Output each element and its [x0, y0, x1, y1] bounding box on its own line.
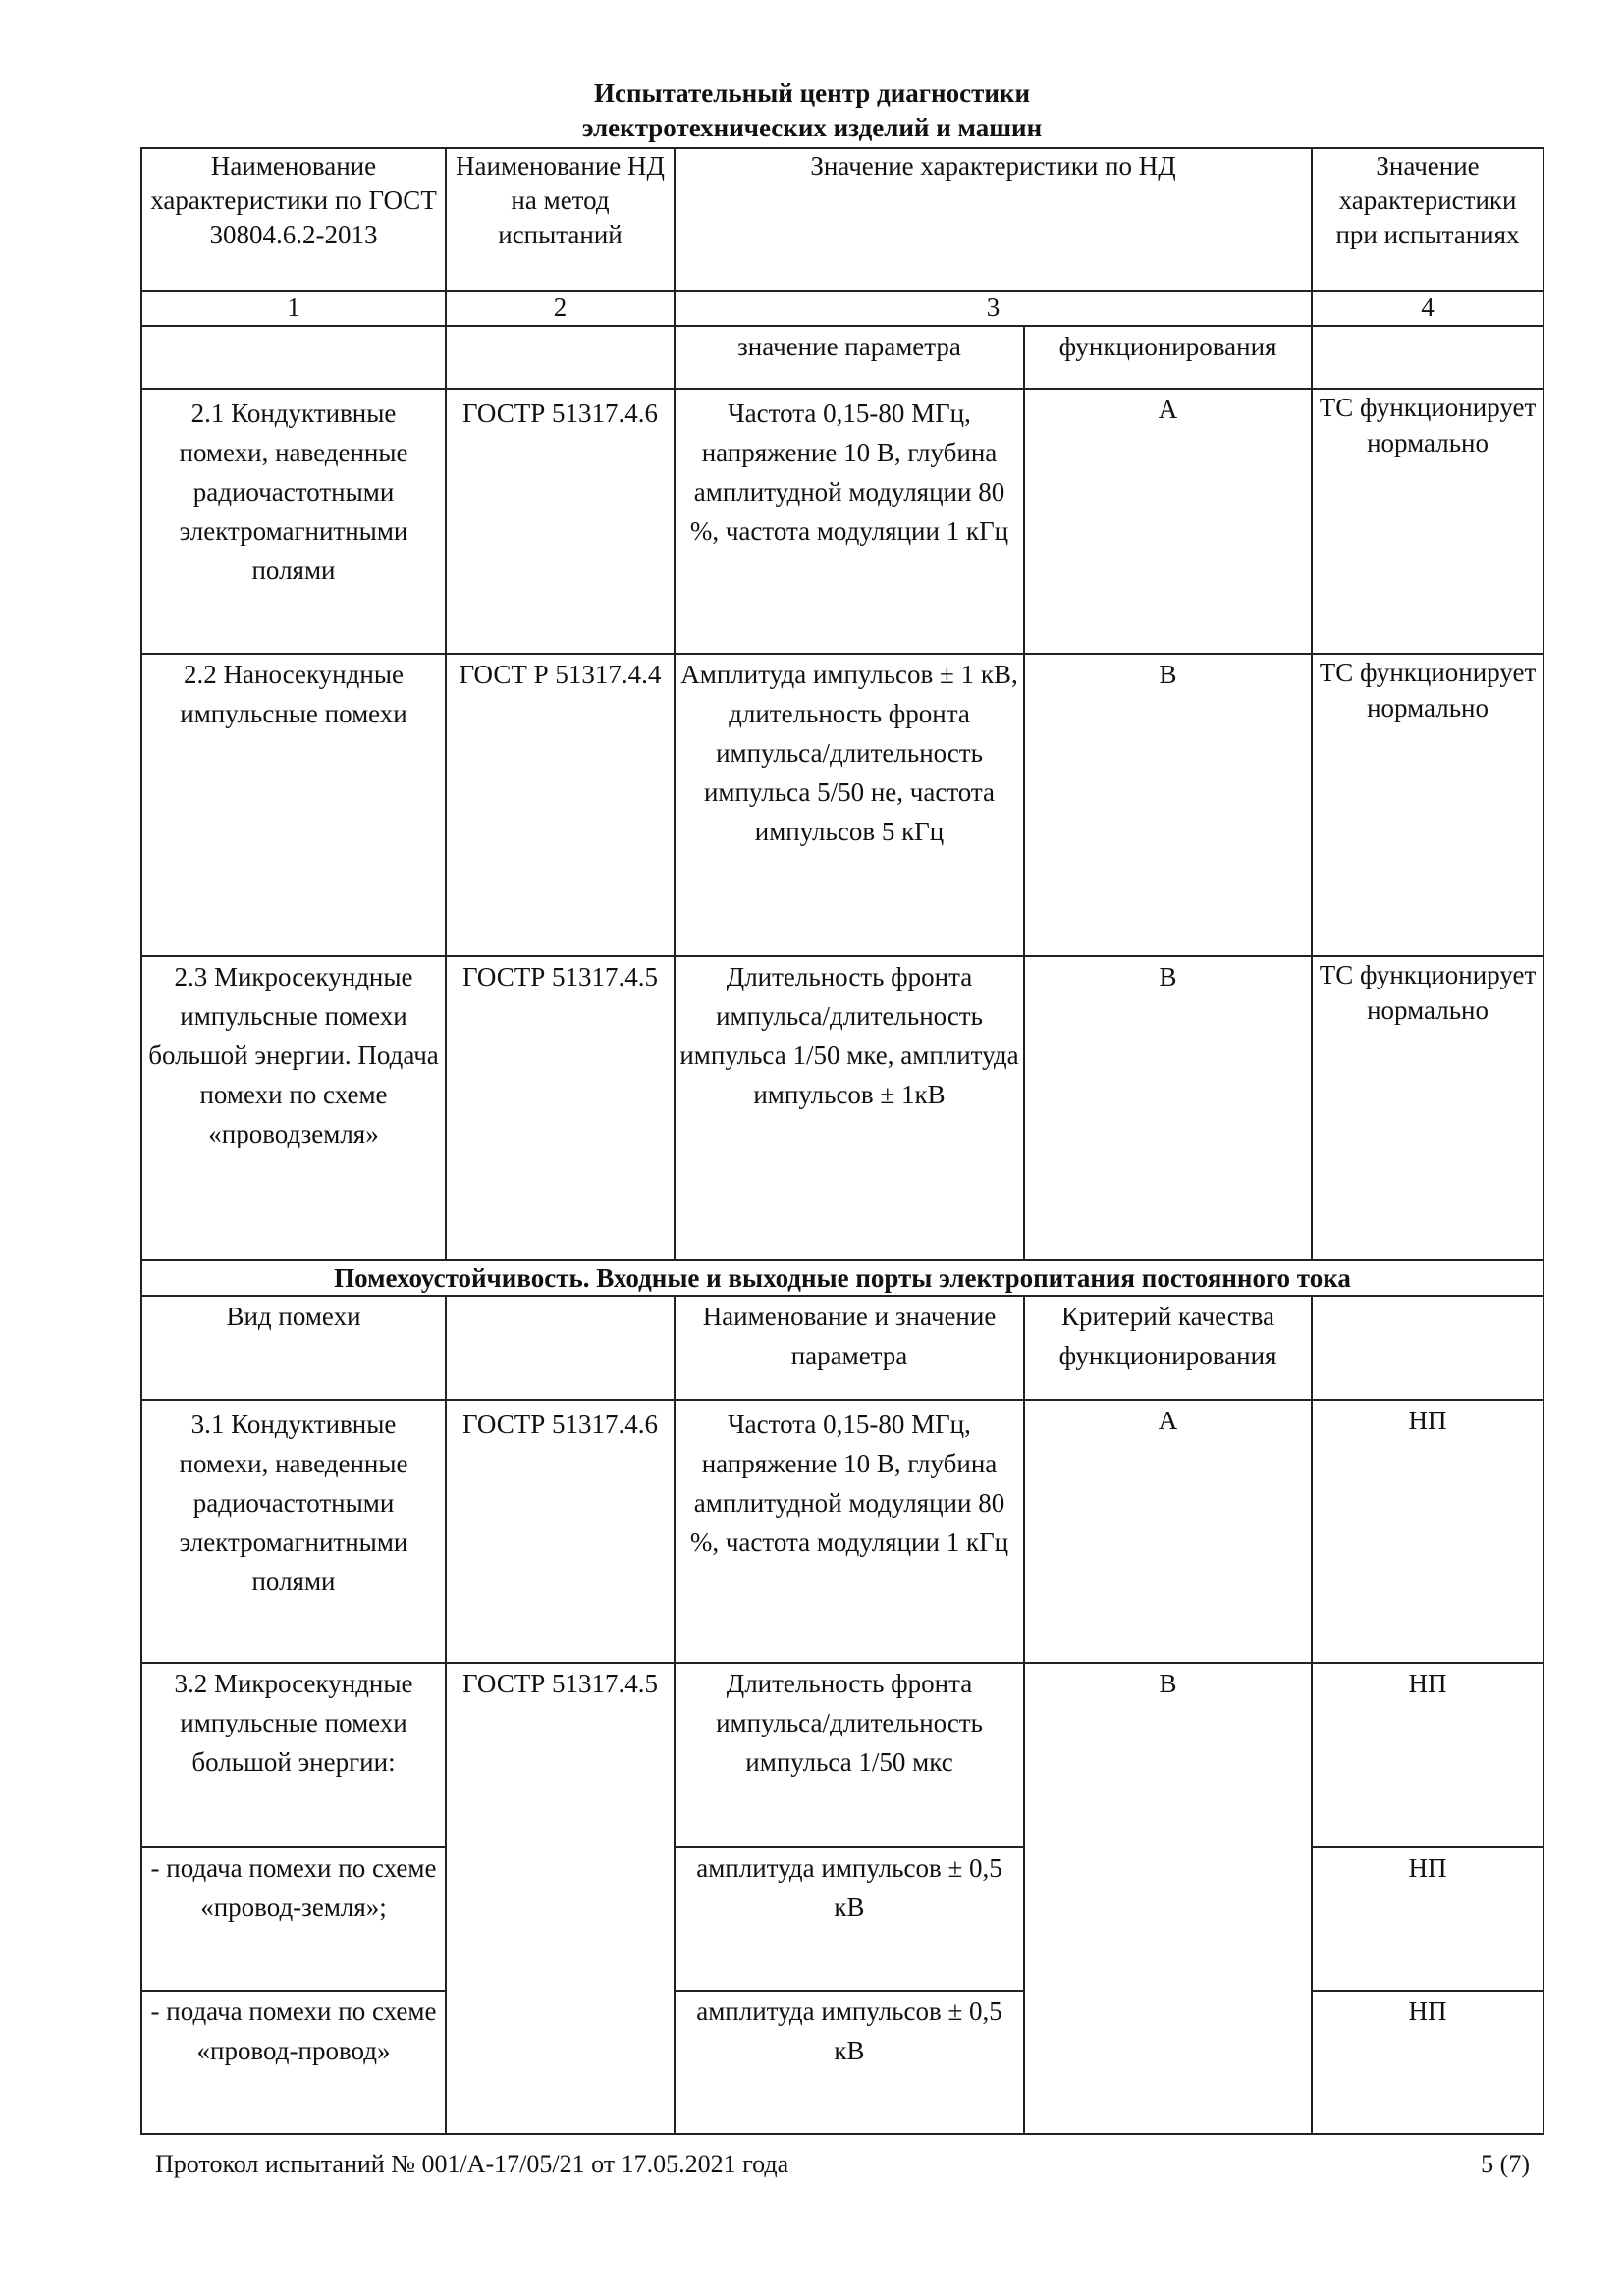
section-title: Помехоустойчивость. Входные и выходные порты электропитания постоянного тока	[141, 1260, 1543, 1296]
row-2-3-name: 2.3 Микросекундные импульсные помехи большой энергии. Подача помехи по схеме «проводземля»	[141, 956, 446, 1260]
table-row	[141, 1663, 1543, 1847]
page-footer	[155, 2148, 1530, 2181]
page-number: 5 (7)	[1481, 2150, 1530, 2178]
row-2-3-criterion: В	[1024, 956, 1312, 1260]
col-header-test-value: Значение характеристики при испытаниях	[1312, 148, 1543, 291]
row-3-2-name: 3.2 Микросекундные импульсные помехи большой энергии:	[141, 1663, 446, 1847]
section-header-kind: Вид помехи	[141, 1296, 446, 1400]
section-header-param: Наименование и значение параметра	[675, 1296, 1024, 1400]
title-line-1: Испытательный центр диагностики	[593, 79, 1031, 108]
row-2-2-name: 2.2 Наносекундные импульсные помехи	[141, 654, 446, 956]
col-number-2: 2	[446, 291, 675, 326]
row-2-1-criterion: А	[1024, 389, 1312, 654]
row-2-2-method: ГОСТ Р 51317.4.4	[446, 654, 675, 956]
table-row	[141, 654, 1543, 956]
row-2-1-result: ТС функционирует нормально	[1312, 389, 1543, 654]
section-title-row	[141, 1260, 1543, 1296]
row-2-3-param: Длительность фронта импульса/длительность импульса 1/50 мке, амплитуда импульсов ± 1кВ	[675, 956, 1024, 1260]
col-number-1: 1	[141, 291, 446, 326]
table-row	[141, 956, 1543, 1260]
table-row	[141, 389, 1543, 654]
row-3-1-result: НП	[1312, 1400, 1543, 1663]
row-3-1-name: 3.1 Кондуктивные помехи, наведенные радиочастотными электромагнитными полями	[141, 1400, 446, 1663]
table-row	[141, 1847, 1543, 1991]
subheader-empty-1	[141, 326, 446, 389]
row-3-2-result: НП	[1312, 1663, 1543, 1847]
col-header-method: Наименование НД на метод испытаний	[446, 148, 675, 291]
col-header-nd-value: Значение характеристики по НД	[675, 148, 1312, 291]
section-header-empty-4	[1312, 1296, 1543, 1400]
table-row	[141, 1400, 1543, 1663]
row-2-2-param: Амплитуда импульсов ± 1 кВ, длительность фронта импульса/длительность импульса 5/50 не, частота импульсов 5 кГц	[675, 654, 1024, 956]
row-2-3-result: ТС функционирует нормально	[1312, 956, 1543, 1260]
row-2-2-criterion: В	[1024, 654, 1312, 956]
row-3-2a-result: НП	[1312, 1847, 1543, 1991]
row-3-2b-result: НП	[1312, 1991, 1543, 2134]
row-3-1-method: ГОСТР 51317.4.6	[446, 1400, 675, 1663]
document-title	[0, 77, 1624, 145]
row-3-2b-param: амплитуда импульсов ± 0,5 кВ	[675, 1991, 1024, 2134]
row-3-1-param: Частота 0,15-80 МГц, напряжение 10 В, глубина амплитудной модуляции 80 %, частота модуляции 1 кГц	[675, 1400, 1024, 1663]
row-2-2-result: ТС функционирует нормально	[1312, 654, 1543, 956]
row-3-2b-name: - подача помехи по схеме «провод-провод»	[141, 1991, 446, 2134]
row-2-1-name: 2.1 Кондуктивные помехи, наведенные радиочастотными электромагнитными полями	[141, 389, 446, 654]
row-2-3-method: ГОСТР 51317.4.5	[446, 956, 675, 1260]
footer-protocol: Протокол испытаний № 001/А-17/05/21 от 17.05.2021 года	[155, 2150, 789, 2178]
column-header-row	[141, 148, 1543, 291]
section-header-criterion: Критерий качества функционирования	[1024, 1296, 1312, 1400]
subheader-param: значение параметра	[675, 326, 1024, 389]
column-number-row	[141, 291, 1543, 326]
row-3-2-method: ГОСТР 51317.4.5	[446, 1663, 675, 2134]
subheader-empty-2	[446, 326, 675, 389]
subheader-empty-4	[1312, 326, 1543, 389]
test-results-table	[140, 147, 1544, 2135]
subheader-func: функционирования	[1024, 326, 1312, 389]
title-line-2: электротехнических изделий и машин	[581, 113, 1043, 142]
subheader-row	[141, 326, 1543, 389]
row-3-2a-param: амплитуда импульсов ± 0,5 кВ	[675, 1847, 1024, 1991]
row-3-2-param: Длительность фронта импульса/длительность импульса 1/50 мкс	[675, 1663, 1024, 1847]
section-header-row	[141, 1296, 1543, 1400]
col-number-3: 3	[675, 291, 1312, 326]
row-3-1-criterion: А	[1024, 1400, 1312, 1663]
col-header-characteristic: Наименование характеристики по ГОСТ 30804.6.2-2013	[141, 148, 446, 291]
table-row	[141, 1991, 1543, 2134]
section-header-empty-2	[446, 1296, 675, 1400]
row-2-1-param: Частота 0,15-80 МГц, напряжение 10 В, глубина амплитудной модуляции 80 %, частота модуляции 1 кГц	[675, 389, 1024, 654]
row-3-2-criterion: В	[1024, 1663, 1312, 2134]
row-2-1-method: ГОСТР 51317.4.6	[446, 389, 675, 654]
row-3-2a-name: - подача помехи по схеме «провод-земля»;	[141, 1847, 446, 1991]
col-number-4: 4	[1312, 291, 1543, 326]
